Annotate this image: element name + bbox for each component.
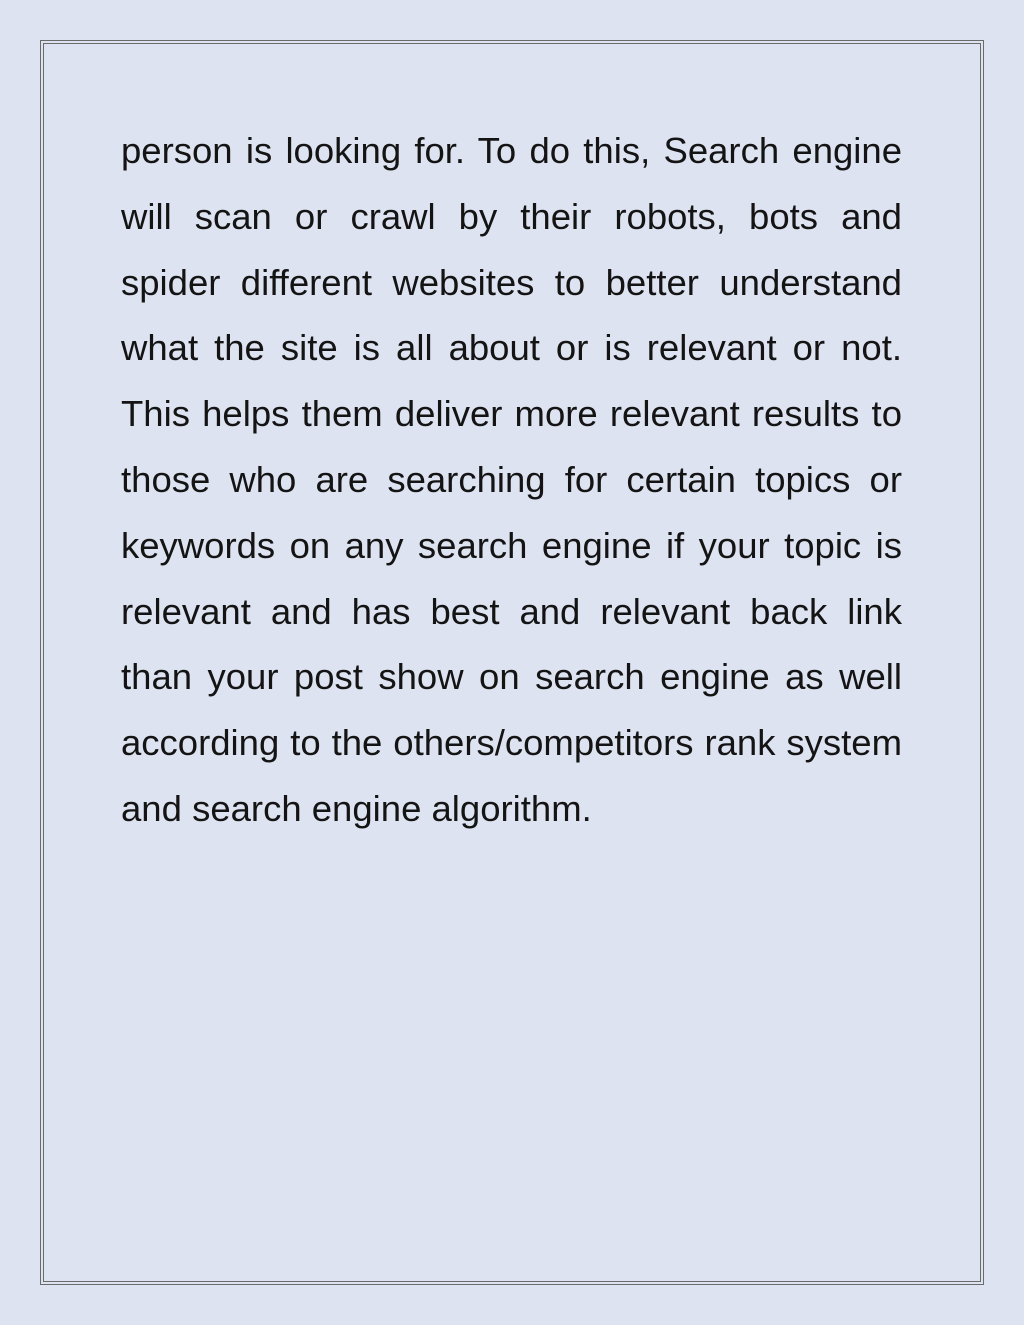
paragraph-line: them deliver more relevant results to [301, 393, 903, 435]
paragraph-line: bots and spider different websites to [121, 195, 902, 303]
paragraph-line: those who are searching for certain [121, 458, 736, 500]
paragraph-line: relevant back link than your post show [121, 590, 902, 698]
paragraph-line: better understand what the site is all [121, 261, 902, 369]
paragraph-line: about or is relevant or not. This helps [121, 327, 902, 435]
paragraph-line: person is looking for. To do this, Search [121, 130, 780, 171]
body-paragraph [121, 118, 902, 842]
paragraph-line: on search engine as well according to [121, 656, 902, 764]
paragraph-line: the others/competitors rank system and [121, 722, 903, 829]
paragraph-line: engine will scan or crawl by their robots, [121, 130, 902, 237]
paragraph-line: if your topic is relevant and has best and [121, 524, 902, 632]
paragraph-line: search engine algorithm. [192, 787, 592, 829]
paragraph-line: topics or keywords on any search engine [121, 458, 902, 566]
